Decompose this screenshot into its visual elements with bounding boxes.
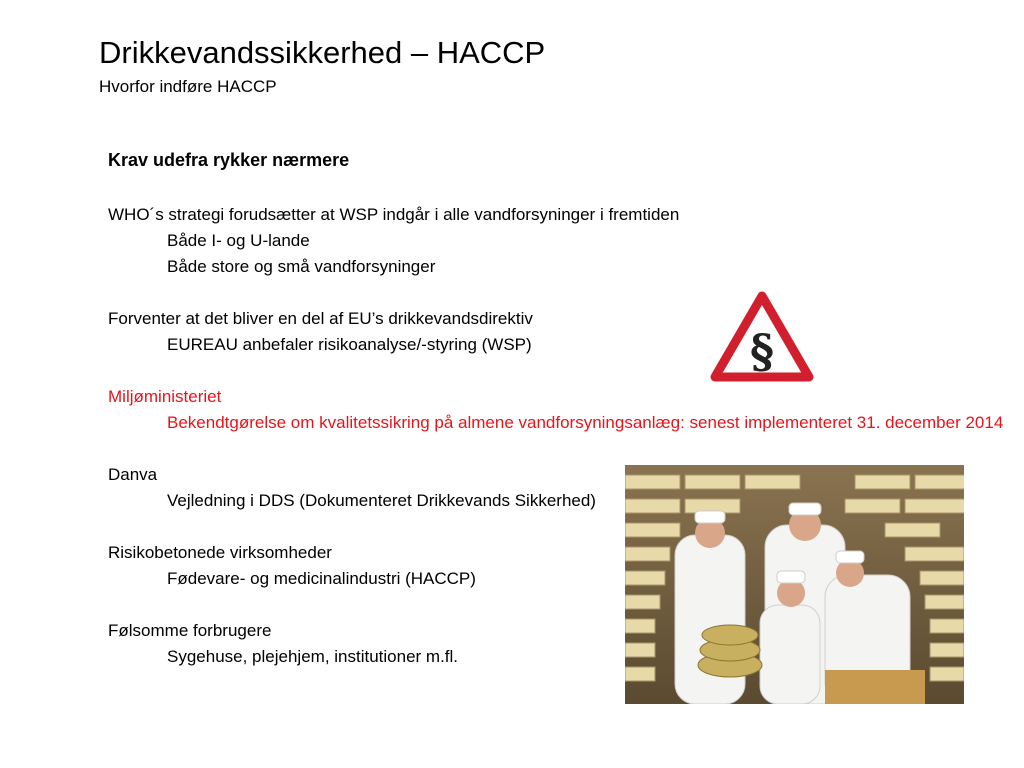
sensitive-consumers-label: Følsomme forbrugere	[108, 621, 272, 640]
ministry-label: Miljøministeriet	[108, 387, 222, 406]
risk-companies-label: Risikobetonede virksomheder	[108, 543, 332, 562]
dairy-workers-photo	[625, 465, 964, 704]
eureau-recommendation: EUREAU anbefaler risikoanalyse/-styring (WSP)	[167, 335, 532, 354]
paragraph-warning-sign-icon	[710, 290, 814, 384]
sensitive-consumers-sub: Sygehuse, plejehjem, institutioner m.fl.	[167, 647, 459, 666]
slide-subtitle: Hvorfor indføre HACCP	[99, 77, 277, 96]
slide-title: Drikkevandssikkerhed – HACCP	[99, 35, 546, 70]
who-sub-sizes: Både store og små vandforsyninger	[167, 257, 436, 276]
who-sub-countries: Både I- og U-lande	[167, 231, 310, 250]
danva-guidance: Vejledning i DDS (Dokumenteret Drikkevands Sikkerhed)	[167, 491, 596, 510]
eu-directive: Forventer at det bliver en del af EU’s drikkevandsdirektiv	[108, 309, 533, 328]
ministry-order: Bekendtgørelse om kvalitetssikring på almene vandforsyningsanlæg: senest implementeret 31. december 2014	[167, 413, 1004, 432]
risk-companies-sub: Fødevare- og medicinalindustri (HACCP)	[167, 569, 476, 588]
section-heading: Krav udefra rykker nærmere	[108, 150, 350, 170]
danva-label: Danva	[108, 465, 158, 484]
sign-symbol: §	[749, 324, 775, 378]
who-strategy: WHO´s strategi forudsætter at WSP indgår i alle vandforsyninger i fremtiden	[108, 205, 680, 224]
